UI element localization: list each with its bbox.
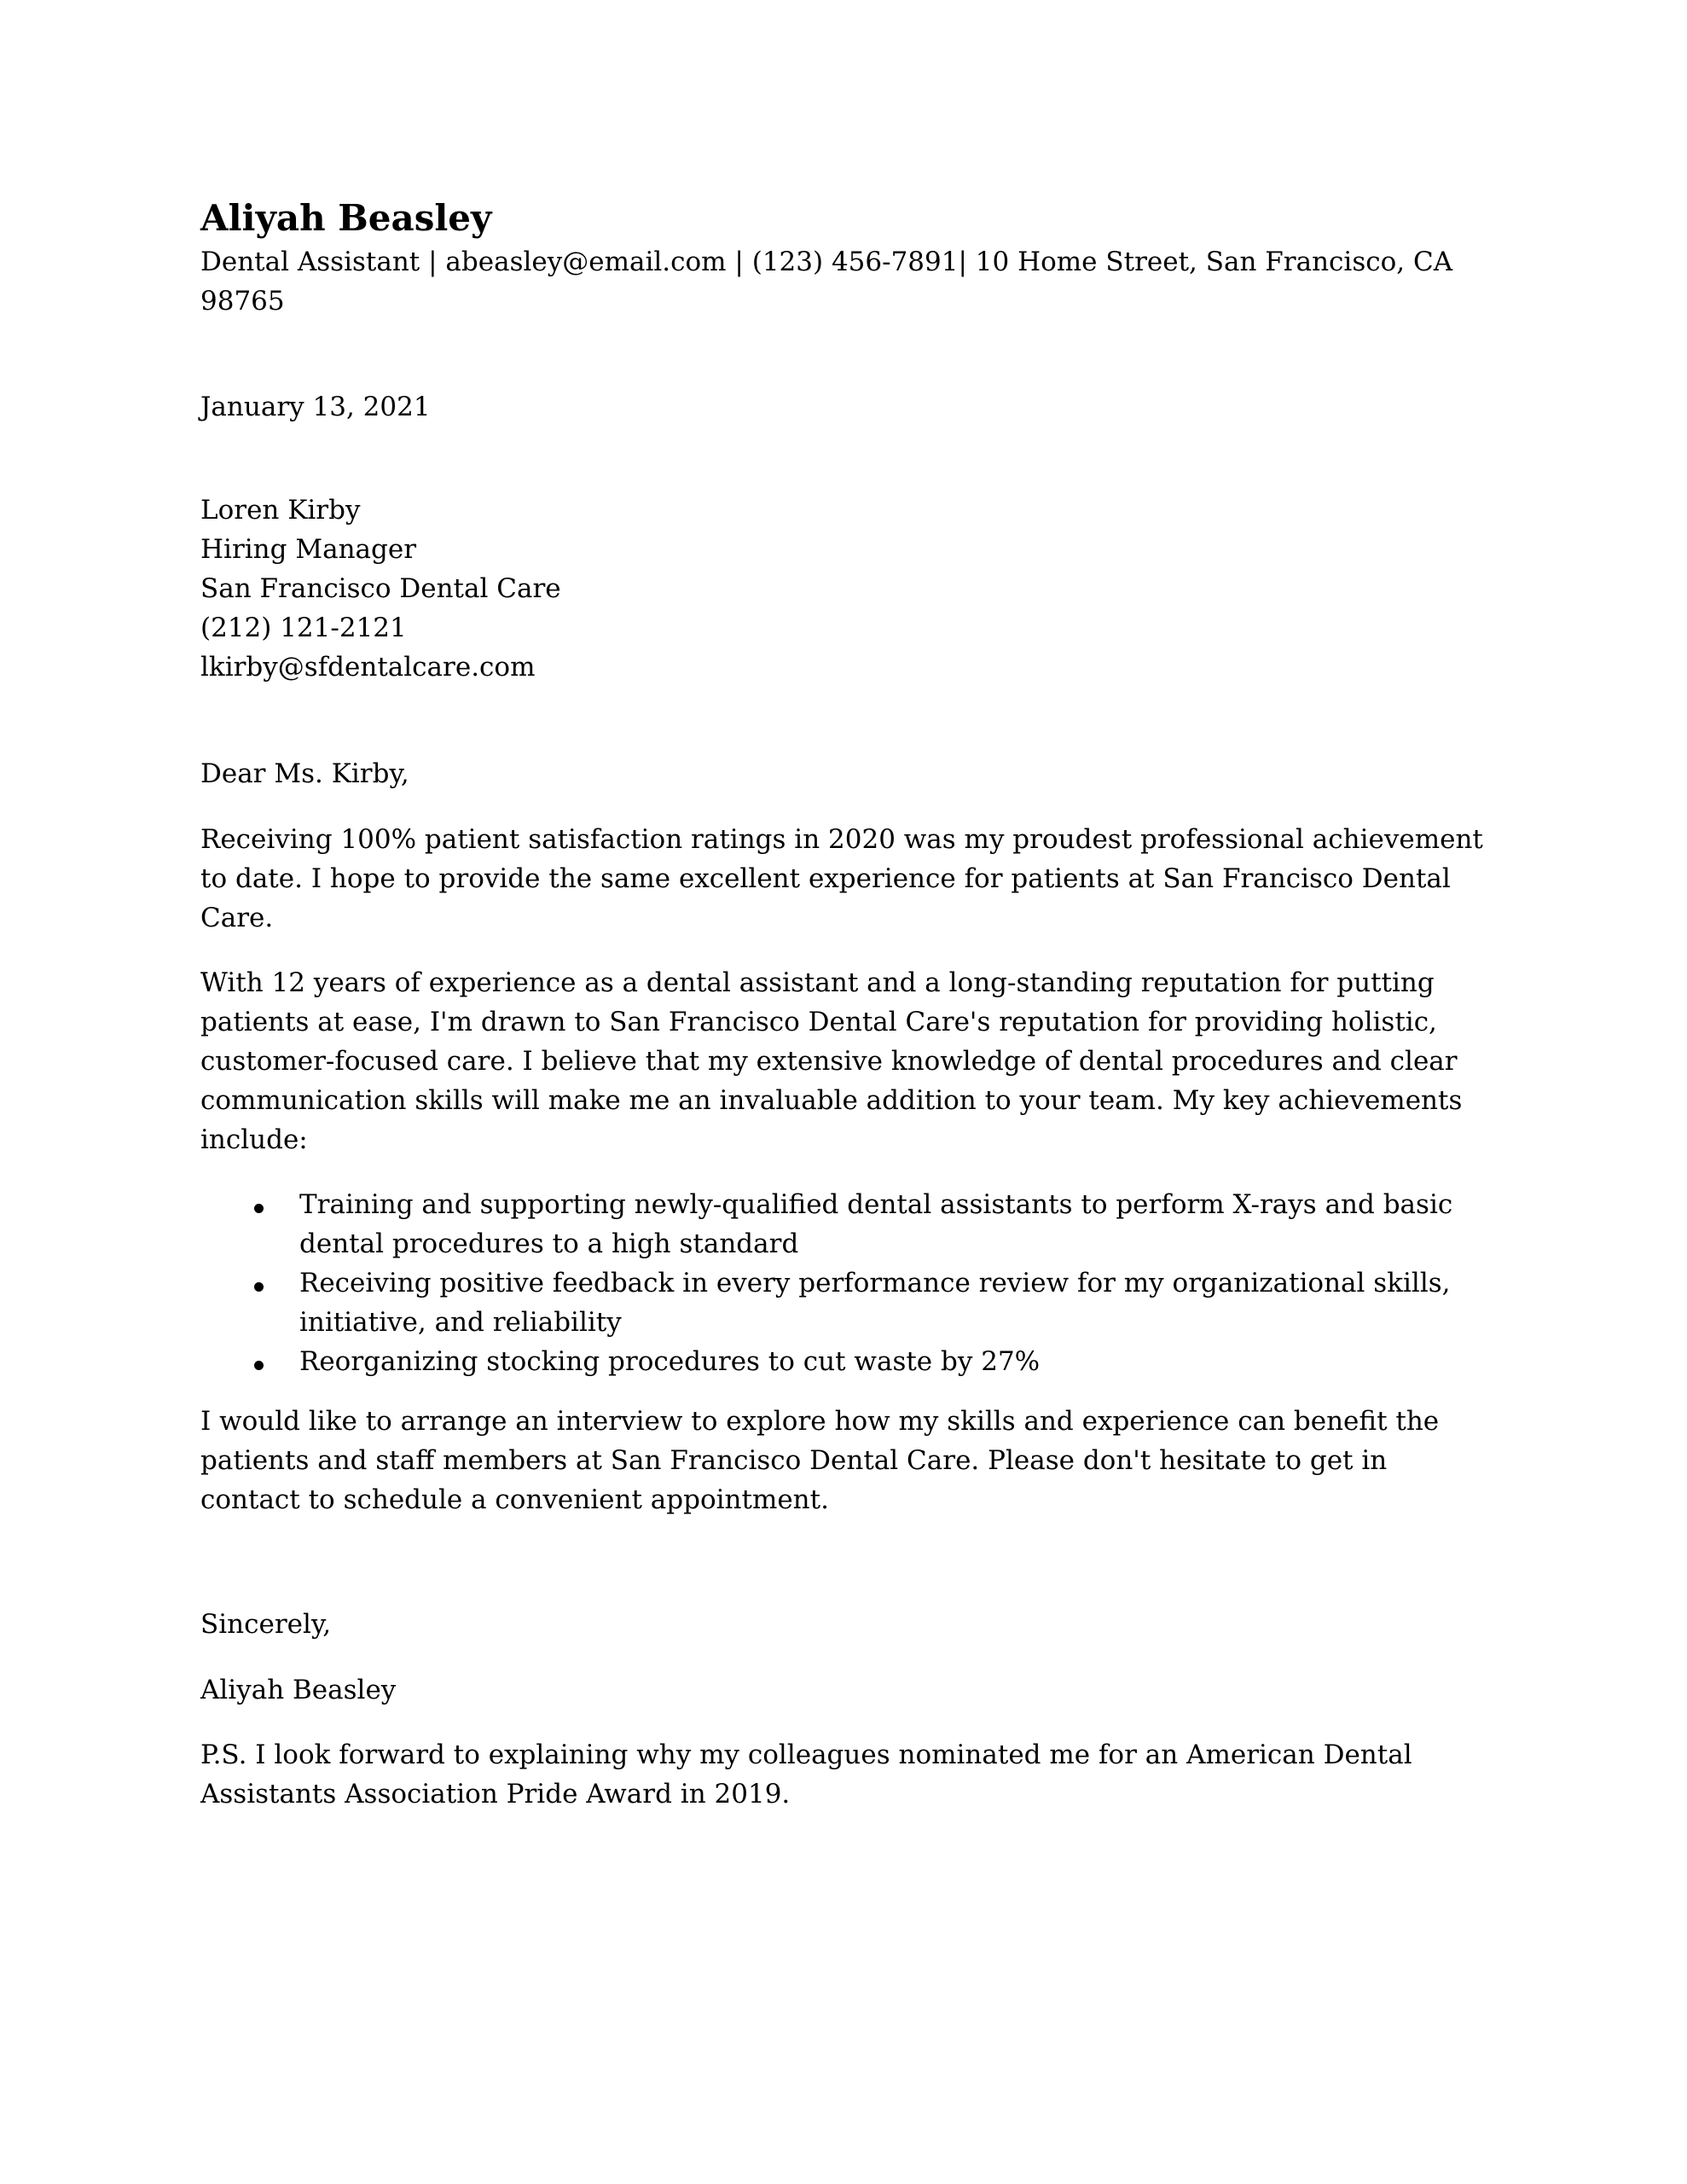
body-paragraph-1: Receiving 100% patient satisfaction ratings in 2020 was my proudest professional achievement to date. I hope to provide the same excellent experience for patients at San Francisco Dental Care. xyxy=(200,824,1483,933)
sender-name: Aliyah Beasley xyxy=(200,197,492,239)
recipient-email: lkirby@sfdentalcare.com xyxy=(200,652,536,682)
postscript: P.S. I look forward to explaining why my colleagues nominated me for an American Dental Assistants Association Pride Award in 2019. xyxy=(200,1740,1412,1809)
achievements-list xyxy=(200,1185,1490,1381)
recipient-company: San Francisco Dental Care xyxy=(200,573,561,604)
closing-block xyxy=(200,1605,1490,1814)
signature-name: Aliyah Beasley xyxy=(200,1675,397,1705)
recipient-phone: (212) 121-2121 xyxy=(200,613,407,643)
valediction: Sincerely, xyxy=(200,1609,332,1640)
salutation: Dear Ms. Kirby, xyxy=(200,758,409,789)
sender-header xyxy=(200,195,1490,321)
recipient-block xyxy=(200,491,1490,687)
recipient-title: Hiring Manager xyxy=(200,534,417,565)
achievement-item: Reorganizing stocking procedures to cut waste by 27% xyxy=(299,1342,1490,1381)
sender-contact-line: Dental Assistant | abeasley@email.com | (123) 456-7891| 10 Home Street, San Francisco, CA 98765 xyxy=(200,247,1453,317)
achievement-item: Receiving positive feedback in every performance review for my organizational skills, initiative, and reliability xyxy=(299,1263,1490,1342)
body-paragraph-3: I would like to arrange an interview to explore how my skills and experience can benefit the patients and staff members at San Francisco Dental Care. Please don't hesitate to get in contact to schedule a convenient appointment. xyxy=(200,1406,1440,1515)
recipient-name: Loren Kirby xyxy=(200,495,361,526)
body-paragraph-2: With 12 years of experience as a dental assistant and a long-standing reputation for putting patients at ease, I'm drawn to San Francisco Dental Care's reputation for providing holistic, customer-focused care. I believe that my extensive knowledge of dental procedures and clear communication skills will make me an invaluable addition to your team. My key achievements include: xyxy=(200,967,1463,1155)
achievement-item: Training and supporting newly-qualified dental assistants to perform X-rays and basic dental procedures to a high standard xyxy=(299,1185,1490,1263)
letter-date: January 13, 2021 xyxy=(200,392,431,422)
